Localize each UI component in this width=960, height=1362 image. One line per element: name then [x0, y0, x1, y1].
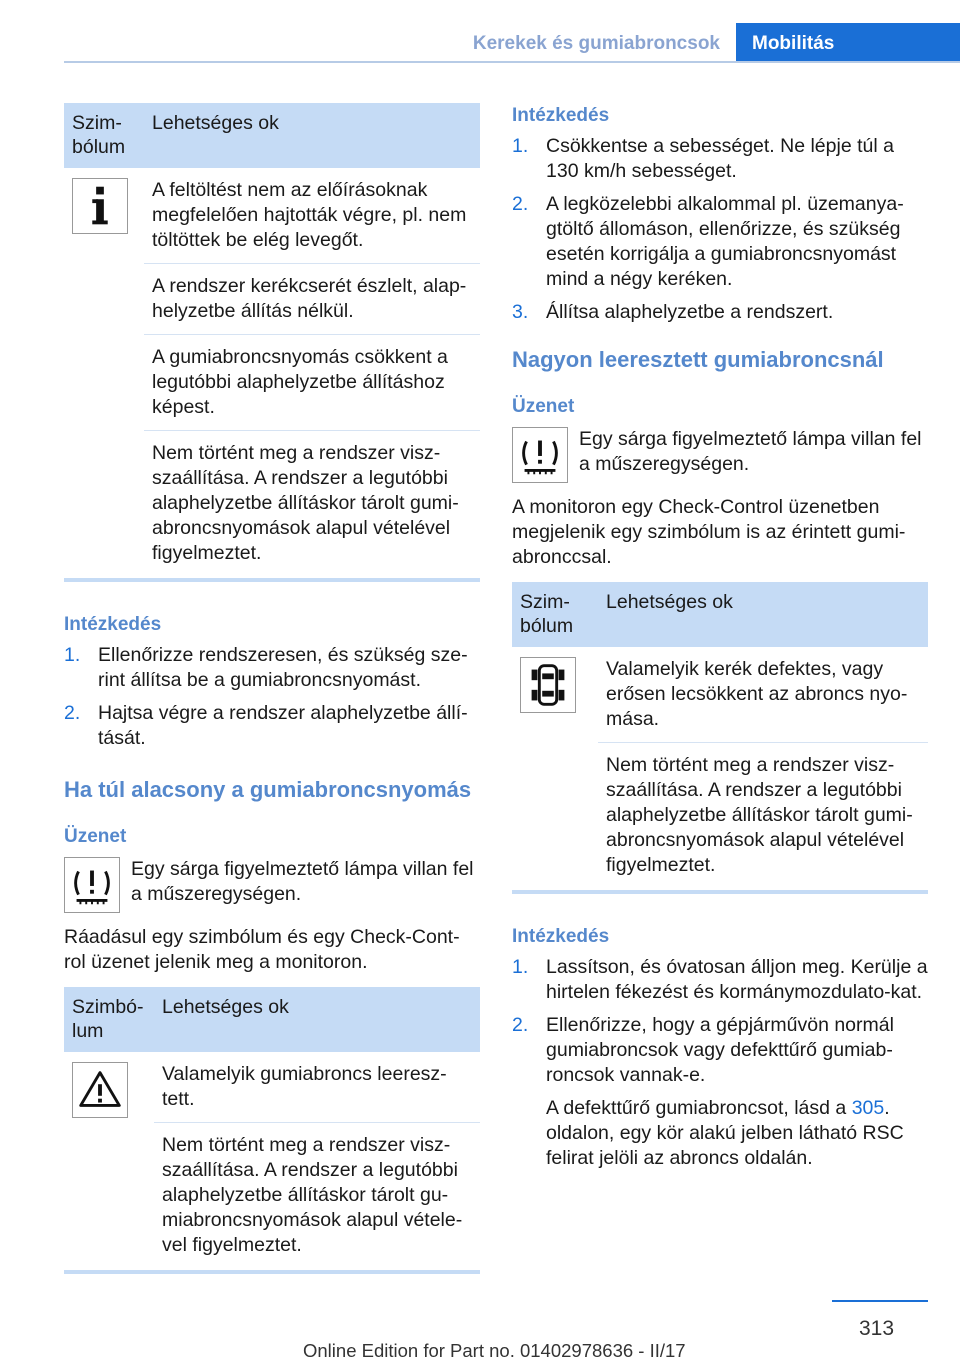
column-header-symbol: Szim- bólum — [512, 582, 598, 647]
list-item — [512, 134, 928, 184]
list-item — [64, 701, 480, 751]
cause-cell: Nem történt meg a rendszer visz-szaállítása. A rendszer a legutóbbi alaphelyzetbe állításkor tárolt gumi-abroncsnyomások alapul vételével figyelmeztet. — [606, 754, 913, 876]
message-heading: Üzenet — [512, 396, 575, 417]
footer-rule — [832, 1300, 928, 1302]
column-header-cause: Lehetséges ok — [154, 987, 480, 1052]
step-number: 2. — [64, 702, 81, 724]
table-end-bar — [512, 890, 928, 894]
cause-cell: A rendszer kerékcserét észlelt, alap-helyzetbe állítás nélkül. — [144, 264, 480, 335]
step-text: Ellenőrizze rendszeresen, és szükség sze-rint állítsa be a gumiabroncsnyomást. — [98, 644, 468, 691]
table-header-row — [64, 987, 480, 1052]
cause-cell: A feltöltést nem az előírásoknak megfelelően hajtották végre, pl. nem töltöttek be elég levegőt. — [144, 168, 480, 264]
cause-cell: Nem történt meg a rendszer visz-szaállítása. A rendszer a legutóbbi alaphelyzetbe állításkor tárolt gumi-abroncsnyomások alapul vételével figyelmeztet. — [152, 442, 459, 564]
measures-list — [512, 134, 928, 325]
list-item — [512, 192, 928, 292]
column-header-cause: Lehetséges ok — [598, 582, 928, 647]
message-text: Egy sárga figyelmeztető lámpa villan fel a műszeregységen. — [131, 858, 474, 905]
step-number: 1. — [64, 644, 81, 666]
table-row — [512, 647, 928, 743]
message-text: Egy sárga figyelmeztető lámpa villan fel a műszeregységen. — [579, 428, 922, 475]
symbol-cell — [64, 168, 144, 576]
note-text: A defekttűrő gumiabroncsot, lásd a — [546, 1097, 852, 1119]
message-block — [512, 427, 928, 483]
measures-heading: Intézkedés — [512, 926, 610, 947]
measures-list — [512, 955, 928, 1171]
table-header-row — [64, 103, 480, 168]
measures-heading: Intézkedés — [64, 614, 162, 635]
step-number: 3. — [512, 301, 529, 323]
note-text: . oldalon, egy kör alakú jelben látható RSC felirat jelöli az abroncs oldalán. — [546, 1097, 904, 1169]
measures-list — [64, 643, 480, 751]
column-header-cause: Lehetséges ok — [144, 103, 480, 168]
step-text: Ellenőrizze, hogy a gépjárművön normál gumiabroncsok vagy defekttűrő gumiab-roncsok vannak-e. — [546, 1014, 894, 1086]
cause-cell: Nem történt meg a rendszer visz-szaállítása. A rendszer a legutóbbi alaphelyzetbe állításkor tárolt gu-miabroncsnyomások alapul vétele-vel figyelmeztet. — [162, 1134, 463, 1256]
cause-cell: A gumiabroncsnyomás csökkent a legutóbbi alaphelyzetbe állításhoz képest. — [144, 335, 480, 431]
symbol-table-low-warning — [64, 987, 480, 1268]
tire-pressure-warning-icon — [512, 427, 568, 483]
warning-triangle-icon — [72, 1062, 128, 1118]
table-row — [64, 168, 480, 264]
section-breadcrumb[interactable]: Kerekek és gumiabroncsok — [472, 33, 720, 54]
symbol-table-flat-tire — [512, 582, 928, 888]
symbol-cell — [64, 1052, 154, 1268]
step-text: Csökkentse a sebességet. Ne lépje túl a 130 km/h sebességet. — [546, 135, 894, 182]
step-number: 2. — [512, 1014, 529, 1036]
tire-pressure-warning-icon — [64, 857, 120, 913]
cause-cell: Valamelyik gumiabroncs leeresz-tett. — [154, 1052, 480, 1123]
table-header-row — [512, 582, 928, 647]
list-item — [512, 955, 928, 1005]
table-row — [64, 1052, 480, 1123]
step-note — [546, 1096, 928, 1171]
step-number: 1. — [512, 956, 529, 978]
cause-cell: Valamelyik kerék defektes, vagy erősen lecsökkent az abroncs nyo-mása. — [598, 647, 928, 743]
chapter-tab[interactable]: Mobilitás — [736, 23, 960, 61]
page-header — [64, 23, 960, 63]
body-paragraph: Ráadásul egy szimbólum és egy Check-Cont-rol üzenet jelenik meg a monitoron. — [64, 926, 460, 973]
section-title: Ha túl alacsony a gumiabroncsnyomás — [64, 777, 472, 802]
message-block — [64, 857, 480, 913]
left-column — [64, 103, 480, 1274]
header-rule — [64, 61, 960, 63]
list-item — [512, 300, 928, 325]
edition-note: Online Edition for Part no. 01402978636 - II/17 — [303, 1340, 686, 1361]
body-paragraph: A monitoron egy Check-Control üzenetben megjelenik egy szimbólum is az érintett gumi-abronccsal. — [512, 496, 906, 568]
list-item — [64, 643, 480, 693]
step-text: A legközelebbi alkalommal pl. üzemanya-gtöltő állomáson, ellenőrizze, és szükség esetén korrigálja a gumiabroncsnyomást mind a négy keréken. — [546, 193, 904, 290]
section-title: Nagyon leeresztett gumiabroncsnál — [512, 347, 884, 372]
step-number: 2. — [512, 193, 529, 215]
table-end-bar — [64, 578, 480, 582]
symbol-table-low-info — [64, 103, 480, 576]
message-heading: Üzenet — [64, 826, 127, 847]
symbol-cell — [512, 647, 598, 888]
info-icon — [72, 178, 128, 234]
car-tire-icon — [520, 657, 576, 713]
measures-heading: Intézkedés — [512, 105, 610, 126]
column-header-symbol: Szimbó- lum — [64, 987, 154, 1052]
step-text: Lassítson, és óvatosan álljon meg. Kerülje a hirtelen fékezést és kormánymozdulato-kat. — [546, 956, 928, 1003]
list-item — [512, 1013, 928, 1171]
right-column — [512, 103, 928, 1179]
step-number: 1. — [512, 135, 529, 157]
page-number: 313 — [859, 1317, 895, 1340]
table-end-bar — [64, 1270, 480, 1274]
step-text: Hajtsa végre a rendszer alaphelyzetbe állí-tását. — [98, 702, 468, 749]
column-header-symbol: Szim- bólum — [64, 103, 144, 168]
page-reference-link[interactable]: 305 — [851, 1097, 885, 1119]
step-text: Állítsa alaphelyzetbe a rendszert. — [546, 301, 834, 323]
